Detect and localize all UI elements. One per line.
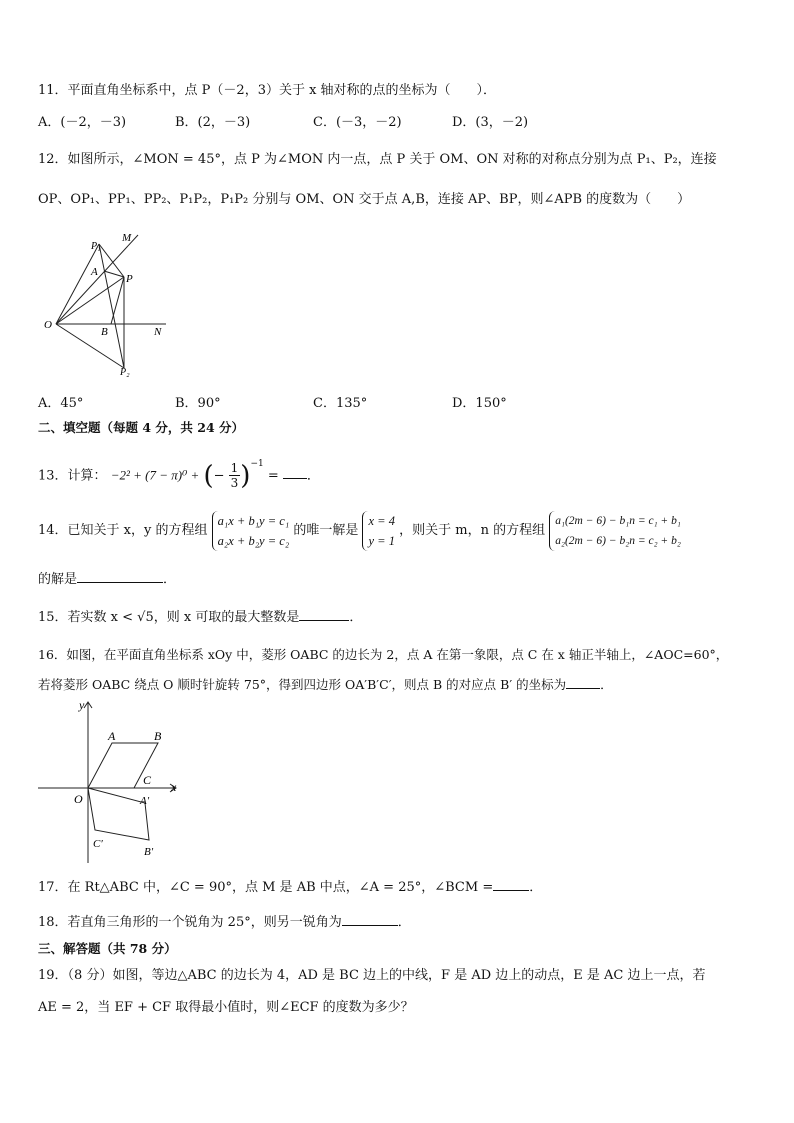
q16-line2: [38, 676, 613, 694]
fig16-label-c-prime: C′: [93, 838, 103, 850]
fig12-label-b: B: [101, 326, 108, 338]
q12-option-c: C．135°: [313, 396, 368, 411]
fig16-label-c: C: [143, 773, 152, 787]
q17-end: ．: [529, 880, 543, 895]
q17-text: 17．在 Rt△ABC 中，∠C = 90°，点 M 是 AB 中点，∠A = 25°，∠BCM =: [38, 880, 494, 895]
q19-line1: 19．（8 分）如图，等边△ABC 的边长为 4，AD 是 BC 边上的中线，F 是 AD 边上的动点，E 是 AC 边上一点，若: [38, 968, 706, 983]
q15-end: ．: [349, 610, 363, 625]
q14-sys1-row2: a₂x + b₂y = c₂: [217, 533, 290, 548]
q16-line1: 16．如图，在平面直角坐标系 xOy 中，菱形 OABC 的边长为 2，点 A 在第一象限，点 C 在 x 轴正半轴上，∠AOC=60°，: [38, 647, 729, 662]
fig16-label-a-prime: A′: [140, 795, 150, 807]
q18-end: ．: [397, 915, 411, 930]
q13-end: ．: [306, 468, 320, 484]
fig12-label-m: M: [122, 232, 132, 244]
q13-equals: =: [267, 468, 279, 484]
q11-option-a: A．(－2，－3): [38, 115, 127, 130]
q16-line2-text: 若将菱形 OABC 绕点 O 顺时针旋转 75°，得到四边形 OA′B′C′，则点 B 的对应点 B′ 的坐标为: [38, 677, 567, 692]
q14-line2: [38, 570, 176, 589]
fig12-label-p2: P₂: [120, 367, 130, 378]
q16-figure: [36, 697, 186, 867]
q15: [38, 608, 362, 627]
q14-sys3-row2: a₂(2m − 6) − b₂n = c₂ + b₂: [555, 534, 681, 547]
q18: [38, 913, 411, 932]
q13: 13．计算： −2² + (7 − π)⁰ + (− $\frac{1}{3})^{-1}$ = ．: [38, 459, 320, 491]
q14-sys2-row2: y = 1: [368, 533, 395, 548]
q14-system-3: [549, 511, 681, 551]
q14-answer-blank: [77, 570, 163, 583]
q14-mid2: ，则关于 m，n 的方程组: [399, 523, 546, 538]
q17-answer-blank: [493, 878, 529, 891]
fig16-label-x: x: [171, 780, 177, 794]
fig16-label-a: A: [108, 729, 116, 743]
q14-prefix: 14．已知关于 x，y 的方程组: [38, 523, 208, 538]
q11-option-d: D．(3，－2): [452, 115, 529, 130]
fig12-label-p: P: [126, 273, 133, 285]
fig12-label-a: A: [91, 266, 98, 278]
q13-prefix: 13．计算：: [38, 468, 107, 484]
q14-end: ．: [163, 572, 177, 587]
q12-option-b: B．90°: [175, 396, 221, 411]
q18-answer-blank: [342, 913, 398, 926]
q17: [38, 878, 542, 897]
q14-sys2-row1: x = 4: [368, 513, 395, 528]
q16-end: ．: [600, 677, 613, 692]
q13-fraction: [229, 461, 241, 490]
fig12-label-p1: P₁: [91, 241, 101, 252]
q11-option-b: B．(2，－3): [175, 115, 251, 130]
q14-sys1-row1: a₁x + b₁y = c₁: [217, 513, 290, 528]
q11-option-c: C．(－3，－2): [313, 115, 402, 130]
q16-answer-blank: [566, 676, 600, 689]
q11-stem: 11．平面直角坐标系中，点 P（－2，3）关于 x 轴对称的点的坐标为（ ）．: [38, 83, 497, 98]
fig12-label-n: N: [154, 326, 162, 338]
q13-exponent: −1: [250, 459, 264, 469]
q12-figure: [38, 225, 178, 380]
q13-minus: −: [213, 468, 225, 484]
q14-line1: [38, 508, 681, 554]
q14-system-2: [362, 511, 394, 551]
q18-text: 18．若直角三角形的一个锐角为 25°，则另一锐角为: [38, 915, 342, 930]
q14-line2-text: 的解是: [38, 572, 78, 587]
q12-stem-line1: 12．如图所示，∠MON = 45°，点 P 为∠MON 内一点，点 P 关于 OM、ON 对称的对称点分别为点 P₁、P₂，连接: [38, 152, 717, 167]
q15-answer-blank: [299, 608, 349, 621]
q14-mid: 的唯一解是: [293, 523, 359, 538]
q13-expression: −2² + (7 − π)⁰ +: [110, 467, 200, 483]
q12-option-a: A．45°: [38, 396, 84, 411]
q14-sys3-row1: a₁(2m − 6) − b₁n = c₁ + b₁: [555, 514, 681, 527]
q19-line2: AE = 2，当 EF + CF 取得最小值时，则∠ECF 的度数为多少？: [38, 1000, 414, 1015]
q13-fraction-num: 1: [230, 461, 239, 476]
fig16-label-b-prime: B′: [144, 846, 154, 858]
fig16-label-y: y: [79, 698, 85, 712]
fig16-label-b: B: [154, 729, 162, 743]
section-2-heading: 二、填空题（每题 4 分，共 24 分）: [38, 420, 245, 435]
fig16-label-o: O: [74, 792, 83, 806]
q12-option-d: D．150°: [452, 396, 507, 411]
q12-stem-line2: OP、OP₁、PP₁、PP₂、P₁P₂，P₁P₂ 分别与 OM、ON 交于点 A,B，连接 AP、BP，则∠APB 的度数为（ ）: [38, 192, 691, 207]
q13-answer-blank: [283, 466, 307, 479]
section-3-heading: 三、解答题（共 78 分）: [38, 941, 177, 956]
q14-system-1: [212, 511, 290, 551]
q15-text: 15．若实数 x < √5，则 x 可取的最大整数是: [38, 610, 300, 625]
q13-fraction-den: 3: [230, 476, 239, 491]
fig12-label-o: O: [44, 319, 52, 331]
